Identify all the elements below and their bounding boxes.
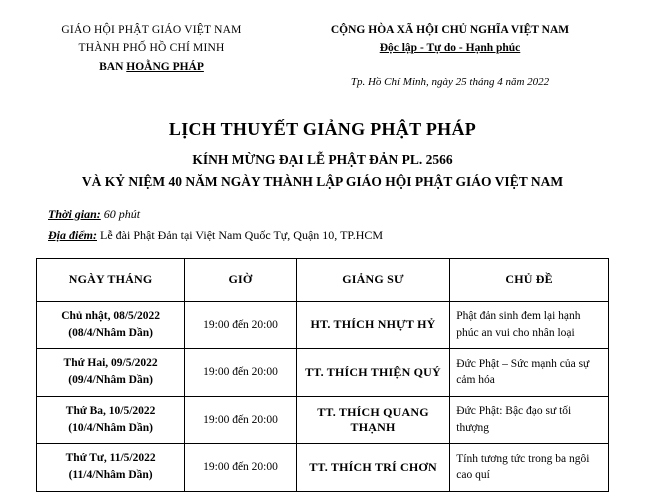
table-head bbox=[37, 258, 609, 301]
cell-topic: Tính tương tức trong ba ngôi cao quí bbox=[450, 444, 609, 492]
column-header-teacher: GIẢNG SƯ bbox=[296, 258, 449, 301]
date-line: Tp. Hồ Chí Minh, ngày 25 tháng 4 năm 2022 bbox=[350, 75, 550, 88]
subtitle-1: KÍNH MỪNG ĐẠI LỄ PHẬT ĐẢN PL. 2566 bbox=[192, 151, 453, 167]
date-primary: Thứ Tư, 11/5/2022 bbox=[65, 452, 156, 465]
organization-block bbox=[24, 22, 279, 76]
date-lunar: (09/4/Nhâm Dần) bbox=[68, 374, 153, 387]
title-block bbox=[0, 119, 645, 190]
org-line-2: THÀNH PHỐ HỒ CHÍ MINH bbox=[78, 41, 225, 54]
cell-topic: Đức Phật – Sức mạnh của sự cảm hóa bbox=[450, 349, 609, 397]
table-header-row bbox=[37, 258, 609, 301]
schedule-table bbox=[36, 258, 609, 492]
duration-value: 60 phút bbox=[103, 206, 141, 221]
cell-time: 19:00 đến 20:00 bbox=[185, 349, 297, 397]
cell-teacher: TT. THÍCH TRÍ CHƠN bbox=[296, 444, 449, 492]
duration-label: Thời gian: bbox=[48, 206, 101, 221]
document-header bbox=[0, 0, 645, 91]
schedule-table-wrapper bbox=[36, 258, 609, 492]
national-motto: Độc lập - Tự do - Hạnh phúc bbox=[379, 41, 521, 54]
cell-date bbox=[37, 301, 185, 349]
subtitle-2: VÀ KỶ NIỆM 40 NĂM NGÀY THÀNH LẬP GIÁO HỘI PHẬT GIÁO VIỆT NAM bbox=[81, 173, 564, 189]
date-primary: Thứ Hai, 09/5/2022 bbox=[63, 357, 158, 370]
date-primary: Chủ nhật, 08/5/2022 bbox=[61, 309, 160, 322]
column-header-topic: CHỦ ĐỀ bbox=[450, 258, 609, 301]
org-line-1: GIÁO HỘI PHẬT GIÁO VIỆT NAM bbox=[61, 24, 242, 36]
cell-time: 19:00 đến 20:00 bbox=[185, 396, 297, 444]
date-lunar: (10/4/Nhâm Dần) bbox=[68, 421, 153, 434]
cell-date bbox=[37, 349, 185, 397]
meta-block bbox=[0, 204, 645, 246]
cell-date bbox=[37, 444, 185, 492]
table-row bbox=[37, 349, 609, 397]
cell-time: 19:00 đến 20:00 bbox=[185, 444, 297, 492]
table-row bbox=[37, 396, 609, 444]
national-title: CỘNG HÒA XÃ HỘI CHỦ NGHĨA VIỆT NAM bbox=[330, 24, 570, 36]
cell-topic: Phật đản sinh đem lại hạnh phúc an vui cho nhân loại bbox=[450, 301, 609, 349]
org-line-3-prefix: BAN bbox=[99, 60, 127, 73]
date-lunar: (11/4/Nhâm Dần) bbox=[68, 469, 153, 482]
cell-teacher: HT. THÍCH NHỰT HỶ bbox=[296, 301, 449, 349]
page-title: LỊCH THUYẾT GIẢNG PHẬT PHÁP bbox=[168, 118, 477, 139]
duration-line bbox=[48, 204, 645, 225]
location-line bbox=[48, 225, 645, 246]
cell-date bbox=[37, 396, 185, 444]
cell-time: 19:00 đến 20:00 bbox=[185, 301, 297, 349]
national-heading-block bbox=[279, 22, 621, 91]
table-row bbox=[37, 301, 609, 349]
org-line-3 bbox=[99, 59, 204, 77]
org-line-3-underlined: HOẰNG PHÁP bbox=[126, 60, 204, 73]
column-header-date: NGÀY THÁNG bbox=[37, 258, 185, 301]
table-row bbox=[37, 444, 609, 492]
date-lunar: (08/4/Nhâm Dần) bbox=[68, 326, 153, 339]
table-body bbox=[37, 301, 609, 491]
location-value: Lễ đài Phật Đản tại Việt Nam Quốc Tự, Quận 10, TP.HCM bbox=[100, 227, 384, 242]
cell-teacher: TT. THÍCH QUANG THẠNH bbox=[296, 396, 449, 444]
column-header-time: GIỜ bbox=[185, 258, 297, 301]
cell-teacher: TT. THÍCH THIỆN QUÝ bbox=[296, 349, 449, 397]
cell-topic: Đức Phật: Bậc đạo sư tối thượng bbox=[450, 396, 609, 444]
location-label: Địa điểm: bbox=[48, 227, 97, 242]
date-primary: Thứ Ba, 10/5/2022 bbox=[65, 404, 156, 417]
